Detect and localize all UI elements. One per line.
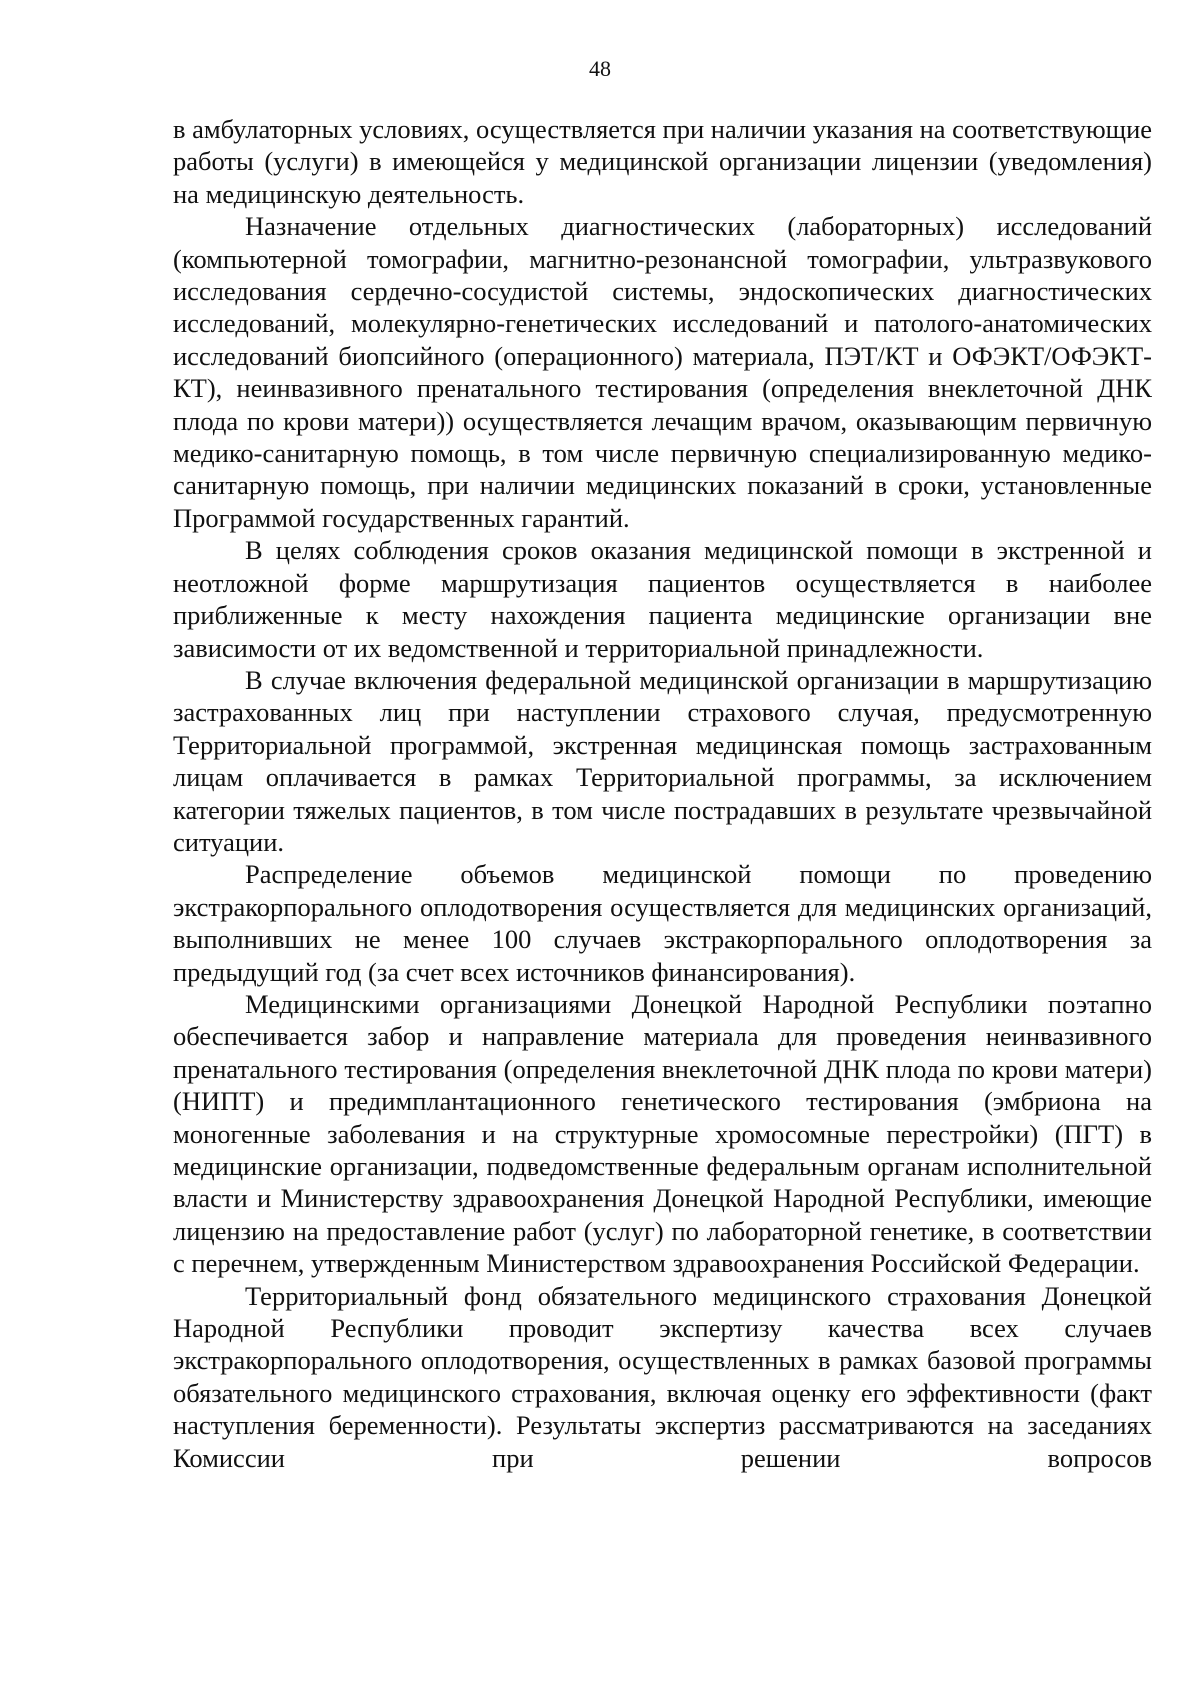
paragraph-prenatal-testing: Медицинскими организациями Донецкой Народной Республики поэтапно обеспечивается забор и направление материала для проведения неинвазивного пренатального тестирования (определения внеклеточной ДНК плода по крови матери) (НИПТ) и предимплантационного генетического тестирования (эмбриона на моногенные заболевания и на структурные хромосомные перестройки) (ПГТ) в медицинские организации, подведомственные федеральным органам исполнительной власти и Министерству здравоохранения Донецкой Народной Республики, имеющие лицензию на предоставление работ (услуг) по лабораторной генетике, в соответствии с перечнем, утвержденным Министерством здравоохранения Российской Федерации. [173, 988, 1152, 1279]
paragraph-outpatient-conditions: в амбулаторных условиях, осуществляется при наличии указания на соответствующие работы (услуги) в имеющейся у медицинской организации лицензии (уведомления) на медицинскую деятельность. [173, 114, 1153, 209]
paragraph-federal-organization: В случае включения федеральной медицинской организации в маршрутизацию застрахованных лиц при наступлении страхового случая, предусмотренную Территориальной программой, экстренная медицинская помощь застрахованным лицам оплачивается в рамках Территориальной программы, за исключением категории тяжелых пациентов, в том числе пострадавших в результате чрезвычайной ситуации. [173, 664, 1152, 857]
page-number: 48 [589, 56, 611, 81]
document-body [173, 113, 1152, 1474]
paragraph-routing-emergency: В целях соблюдения сроков оказания медицинской помощи в экстренной и неотложной форме маршрутизация пациентов осуществляется в наиболее приближенные к месту нахождения пациента медицинские организации вне зависимости от их ведомственной и территориальной принадлежности. [173, 535, 1152, 663]
paragraph-diagnostic-assignment: Назначение отдельных диагностических (лабораторных) исследований (компьютерной томографии, магнитно-резонансной томографии, ультразвукового исследования сердечно-сосудистой системы, эндоскопических диагностических исследований, молекулярно-генетических исследований и патолого-анатомических исследований биопсийного (операционного) материала, ПЭТ/КТ и ОФЭКТ/ОФЭКТ-КТ), неинвазивного пренатального тестирования (определения внеклеточной ДНК плода по крови матери)) осуществляется лечащим врачом, оказывающим первичную медико-санитарную помощь, в том числе первичную специализированную медико-санитарную помощь, при наличии медицинских показаний в сроки, установленные Программой государственных гарантий. [173, 211, 1152, 533]
paragraph-ivf-distribution: Распределение объемов медицинской помощи по проведению экстракорпорального оплодотворения осуществляется для медицинских организаций, выполнивших не менее 100 случаев экстракорпорального оплодотворения за предыдущий год (за счет всех источников финансирования). [173, 859, 1152, 987]
paragraph-ivf-expertise: Территориальный фонд обязательного медицинского страхования Донецкой Народной Республики проводит экспертизу качества всех случаев экстракорпорального оплодотворения, осуществленных в рамках базовой программы обязательного медицинского страхования, включая оценку его эффективности (факт наступления беременности). Результаты экспертиз рассматриваются на заседаниях Комиссии при решении вопросов [173, 1280, 1152, 1473]
